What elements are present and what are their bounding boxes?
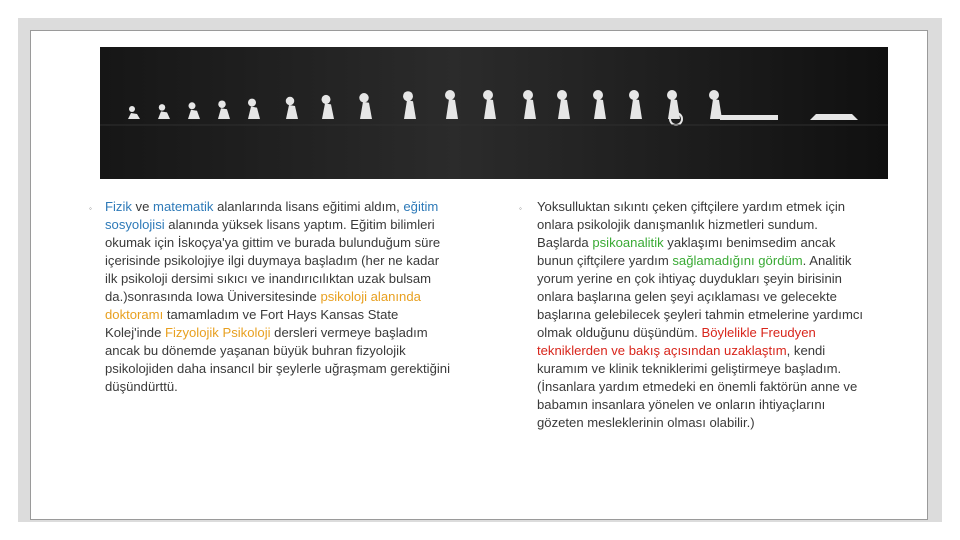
- paragraph-text: dersleri vermeye başladım ancak bu dönemde yaşanan büyük buhran fizyolojik psikolojiden daha insancıl bir şeylerle uğraşmam gerektiğini düşündürttü.: [105, 325, 450, 394]
- highlighted-text: Fizyolojik Psikoloji: [165, 325, 271, 340]
- paragraph-text: tamamladım ve Fort Hays Kansas State Kolej'inde: [105, 307, 399, 340]
- paragraph-text: Yoksulluktan sıkıntı çeken çiftçilere yardım etmek için onlara psikolojik danışmanlık hizmetleri sundum. Başlarda: [537, 199, 846, 250]
- highlighted-text: eğitim sosyolojisi: [105, 199, 439, 232]
- bullet-marker: ◦: [519, 204, 522, 213]
- left-paragraph: [105, 198, 450, 396]
- bullet-marker: ◦: [89, 204, 92, 213]
- highlighted-text: Fizik: [105, 199, 132, 214]
- paragraph-text: . Analitik yorum yerine en çok ihtiyaç duydukları şeyin birisinin onlara başlarına gelen şeyi açıklaması ve gelecekte başlarına gelebilecek şeyleri tahmin etmelerine yardımcı olmak olduğunu düşündüm.: [537, 253, 864, 340]
- highlighted-text: psikoloji alanında doktoramı: [105, 289, 421, 322]
- highlighted-text: sağlamadığını gördüm: [672, 253, 803, 268]
- paragraph-text: ve: [131, 199, 154, 214]
- highlighted-text: matematik: [153, 199, 214, 214]
- paragraph-text: yaklaşımı benimsedim ancak bunun çiftçilere yardım: [537, 235, 836, 268]
- paragraph-text: alanlarında lisans eğitimi aldım,: [213, 199, 404, 214]
- paragraph-text: alanında yüksek lisans yaptım. Eğitim bilimleri okumak için İskoçya'ya gittim ve burada bulunduğum süre içerisinde psikolojiye ilgi duymaya başladım (her ne kadar ilk psikoloji dersimi sıkıcı ve inandırıcılıktan uzak bulsam da.)sonrasında Iowa Üniversitesinde: [105, 217, 441, 304]
- paragraph-text: , kendi kuramım ve klinik tekniklerimi geliştirmeye başladım. (İnsanlara yardım etmedeki en önemli faktörün anne ve babamın insanlara yönelen ve onların ihtiyaçlarını gözeten mesleklerinin olması olabilir.): [537, 343, 858, 430]
- banner-image: [100, 47, 888, 179]
- highlighted-text: psikoanalitik: [592, 235, 664, 250]
- highlighted-text: Böylelikle Freudyen tekniklerden ve bakış açısından uzaklaştım: [537, 325, 816, 358]
- right-paragraph: [537, 198, 872, 432]
- evolution-silhouettes-icon: [100, 47, 888, 179]
